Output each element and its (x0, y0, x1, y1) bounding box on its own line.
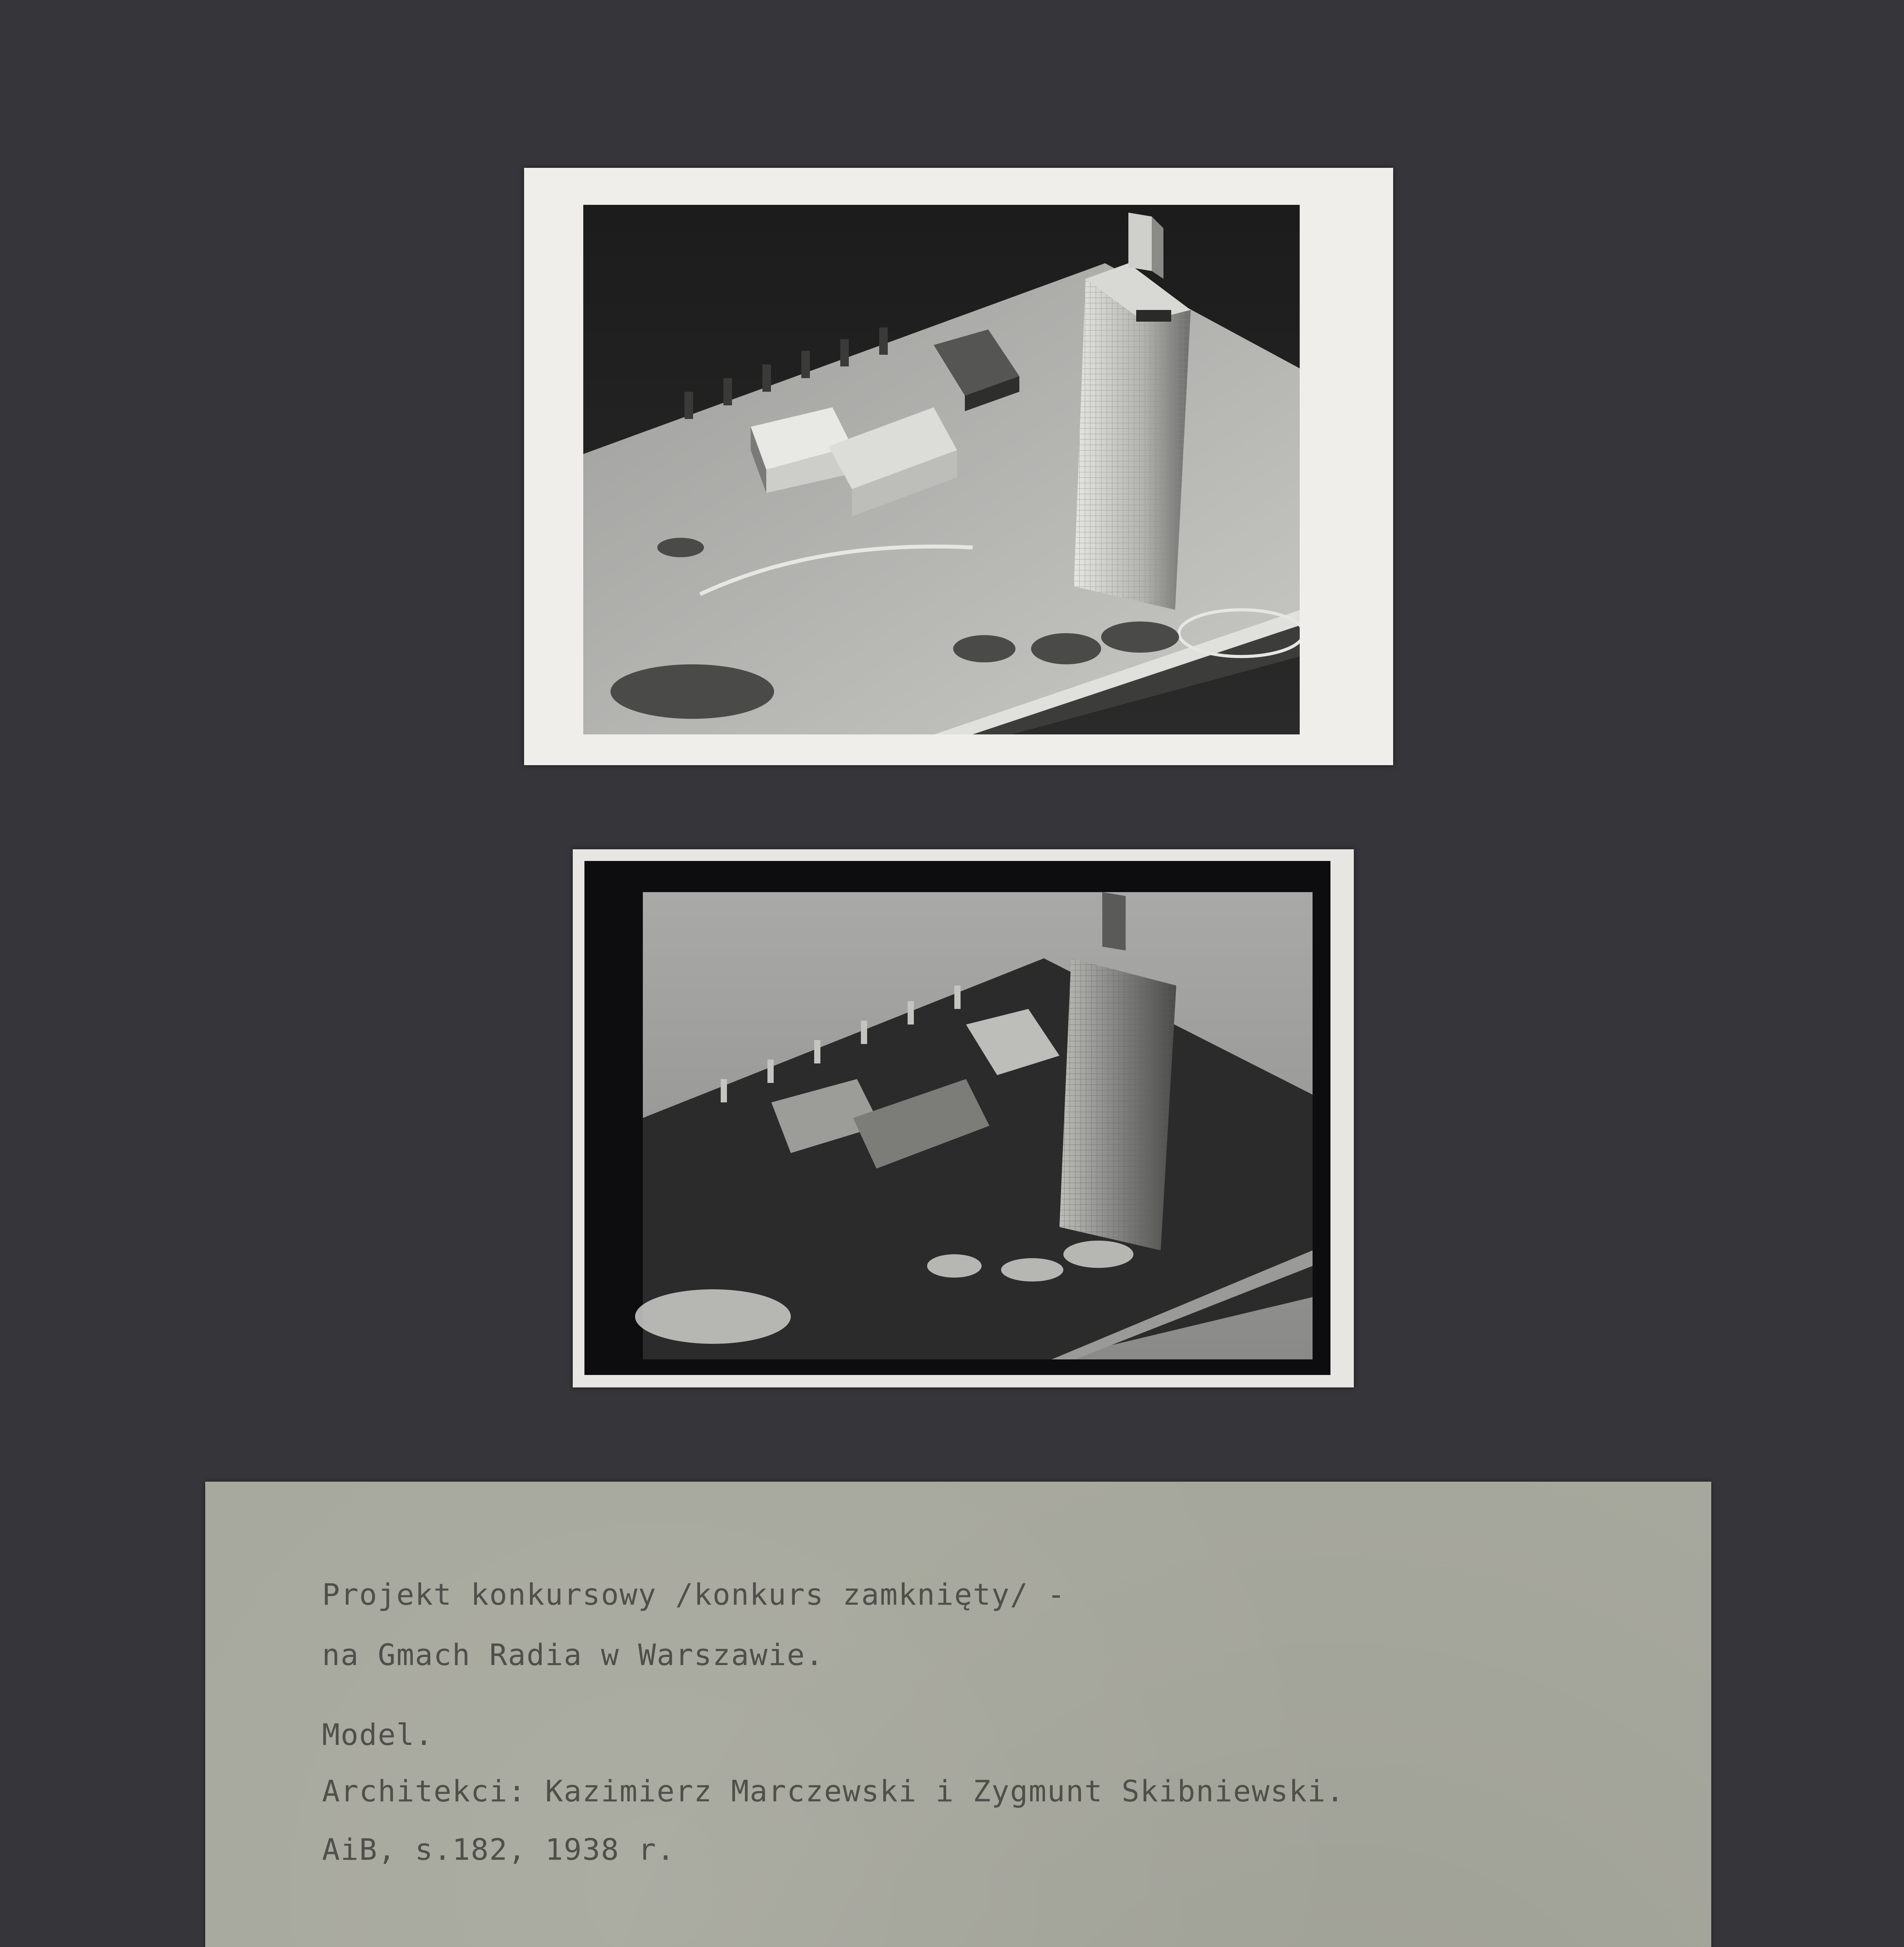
source-reference-line: AiB, s.182, 1938 r. (322, 1832, 676, 1867)
project-title-line: Projekt konkursowy /konkurs zamknięty/ - (322, 1577, 1066, 1612)
project-subject-line: na Gmach Radia w Warszawie. (322, 1637, 824, 1672)
model-photo-negative-image (584, 861, 1330, 1375)
archive-envelope (205, 1482, 1711, 1947)
model-photo-print (524, 168, 1393, 765)
architectural-model-negative-illustration (584, 861, 1330, 1375)
architectural-model-illustration (583, 205, 1300, 734)
item-type-line: Model. (322, 1717, 434, 1752)
model-photo-image (583, 205, 1300, 734)
architects-line: Architekci: Kazimierz Marczewski i Zygmunt Skibniewski. (322, 1774, 1345, 1808)
model-photo-negative (573, 849, 1354, 1387)
